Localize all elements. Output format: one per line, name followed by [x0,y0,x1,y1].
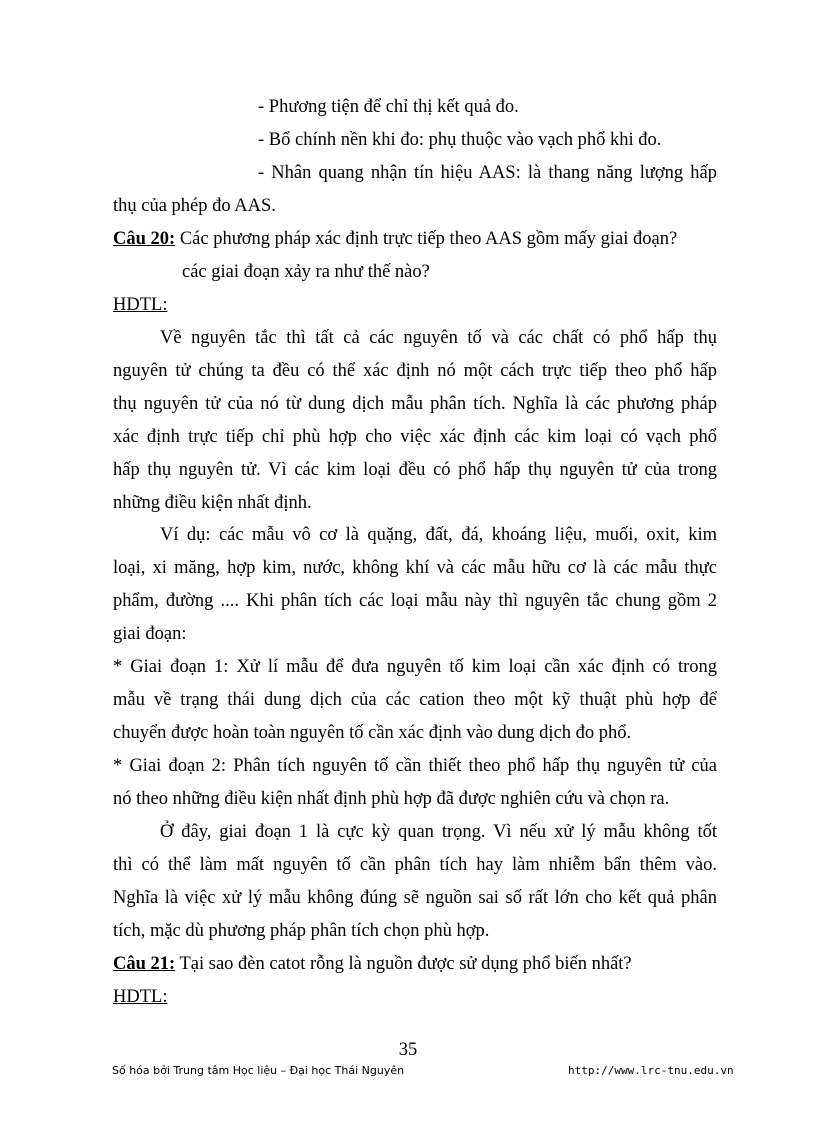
question-21-label: Câu 21: [113,954,176,974]
question-20-label: Câu 20: [113,229,176,249]
footer-left: Số hóa bởi Trung tâm Học liệu – Đại học Thái Nguyên [112,1064,405,1077]
text-line: - Bổ chính nền khi đo: phụ thuộc vào vạch phổ khi đo. [258,130,662,150]
text-line: thụ nguyên tử của nó từ dung dịch mẫu phân tích. Nghĩa là các phương pháp [113,394,717,414]
text-line: * Giai đoạn 2: Phân tích nguyên tố cần thiết theo phổ hấp thụ nguyên tử của [113,756,717,776]
text-line: chuyển được hoàn toàn nguyên tố cần xác định vào dung dịch đo phổ. [113,723,632,743]
text-line: thụ của phép đo AAS. [113,196,276,216]
text-line: xác định trực tiếp chỉ phù hợp cho việc xác định các kim loại có vạch phổ [113,427,717,447]
text-line: nguyên tử chúng ta đều có thể xác định nó một cách trực tiếp theo phổ hấp [113,361,717,381]
text-line: Ở đây, giai đoạn 1 là cực kỳ quan trọng. Vì nếu xử lý mẫu không tốt [160,822,717,842]
text-line: Ví dụ: các mẫu vô cơ là quặng, đất, đá, khoáng liệu, muối, oxit, kim [160,525,717,545]
text-line: - Nhân quang nhận tín hiệu AAS: là thang năng lượng hấp [258,163,717,183]
answer-heading [113,294,717,316]
answer-heading [113,986,717,1008]
text-line: mẫu về trạng thái dung dịch của các cation theo một kỹ thuật phù hợp để [113,690,717,710]
text-line: nó theo những điều kiện nhất định phù hợp đã được nghiên cứu và chọn ra. [113,789,670,809]
text-line: giai đoạn: [113,624,187,644]
text-line: loại, xi măng, hợp kim, nước, không khí và các mẫu hữu cơ là các mẫu thực [113,558,717,578]
page-number: 35 [398,1040,418,1060]
text-line: * Giai đoạn 1: Xử lí mẫu để đưa nguyên tố kim loại cần xác định có trong [113,657,717,677]
footer-url: http://www.lrc-tnu.edu.vn [568,1064,734,1077]
text-line: Nghĩa là việc xử lý mẫu không đúng sẽ nguồn sai số rất lớn cho kết quả phân [113,888,717,908]
text-line: thì có thể làm mất nguyên tố cần phân tích hay làm nhiễm bẩn thêm vào. [113,855,717,875]
text-line: - Phương tiện để chỉ thị kết quả đo. [258,97,519,117]
question-20-text-cont: các giai đoạn xảy ra như thế nào? [182,262,430,282]
question-21-text: Tại sao đèn catot rỗng là nguồn được sử dụng phổ biến nhất? [175,954,632,974]
answer-heading-label: HDTL: [113,987,168,1007]
text-line: những điều kiện nhất định. [113,493,312,513]
question-20 [113,228,717,250]
text-line: hấp thụ nguyên tử. Vì các kim loại đều có phổ hấp thụ nguyên tử của trong [113,460,717,480]
answer-heading-label: HDTL: [113,295,168,315]
question-21 [113,953,717,975]
text-line: Về nguyên tắc thì tất cả các nguyên tố và các chất có phổ hấp thụ [160,328,717,348]
question-20-text: Các phương pháp xác định trực tiếp theo AAS gồm mấy giai đoạn? [175,229,678,249]
text-line: phẩm, đường .... Khi phân tích các loại mẫu này thì nguyên tắc chung gồm 2 [113,591,717,611]
text-line: tích, mặc dù phương pháp phân tích chọn phù hợp. [113,921,490,941]
